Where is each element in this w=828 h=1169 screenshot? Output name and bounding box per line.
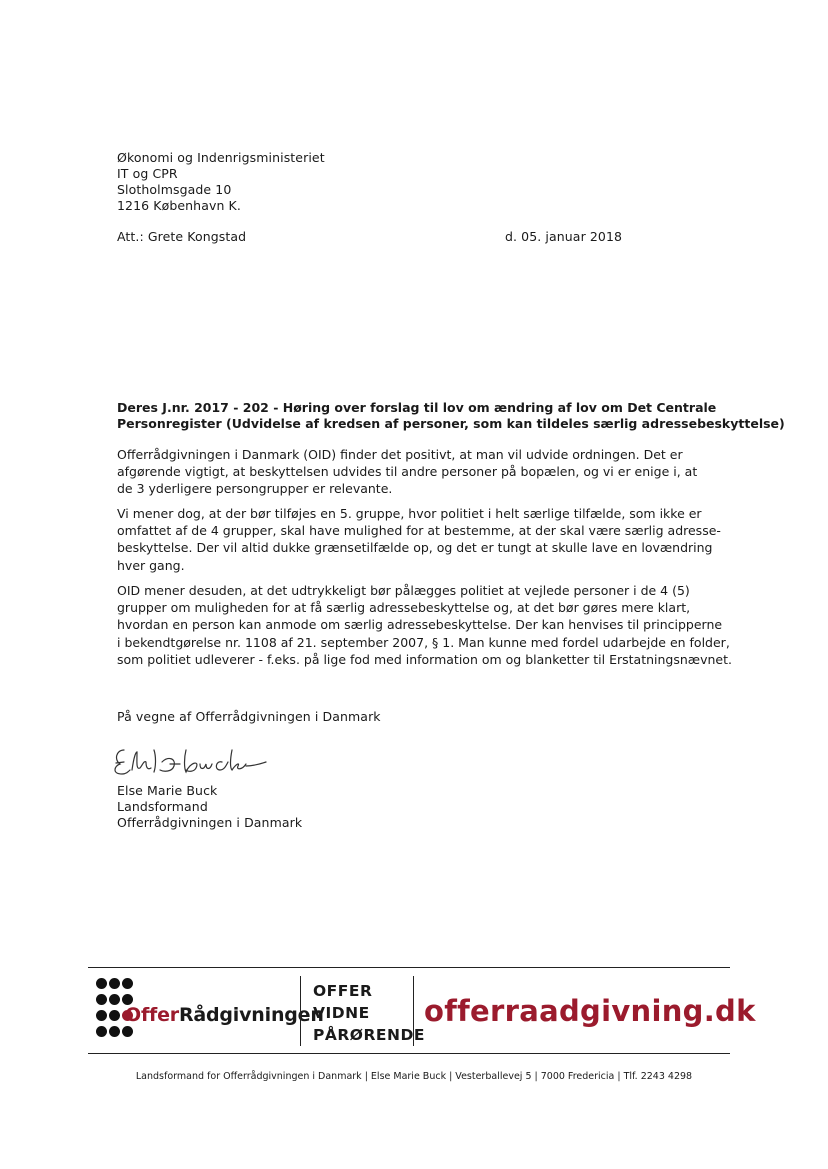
subject-heading [117,400,785,432]
body-paragraph-2 [117,505,737,574]
recipient-line: 1216 København K. [117,198,241,213]
recipient-line: IT og CPR [117,166,178,181]
paragraph-line: Offerrådgivningen i Danmark (OID) finder det positivt, at man vil udvide ordningen. Det er [117,447,683,462]
paragraph-line: afgørende vigtigt, at beskyttelsen udvides til andre personer på bopælen, og vi er enige i, at [117,464,698,480]
paragraph-line: omfattet af de 4 grupper, skal have mulighed for at bestemme, at der skal være særlig adresse- [117,523,721,539]
footer-contact-line: Landsformand for Offerrådgivningen i Danmark | Else Marie Buck | Vesterballevej 5 | 7000 Fredericia | Tlf. 2243 4298 [135,1071,693,1082]
logo-wordmark-suffix: Rådgivningen [178,1004,324,1026]
body-paragraph-3 [117,582,737,668]
closing-on-behalf: På vegne af Offerrådgivningen i Danmark [117,709,381,724]
recipient-line: Slotholmsgade 10 [117,182,232,197]
subject-line: Personregister (Udvidelse af kredsen af personer, som kan tildeles særlig adressebeskyttelse) [117,416,785,431]
tagline-line: OFFER [313,982,373,1000]
attention-line: Att.: Grete Kongstad [117,229,247,244]
website-link[interactable]: offerraadgivning.dk [424,994,756,1028]
logo-wordmark [125,1004,324,1026]
letter-date: d. 05. januar 2018 [505,229,623,244]
body-paragraph-1 [117,446,737,498]
tagline-line: VIDNE [313,1004,370,1022]
letterhead-divider [413,976,414,1046]
paragraph-line: grupper om muligheden for at få særlig adressebeskyttelse og, at det bør gøres mere klart, [117,600,691,616]
letterhead-tagline [313,980,425,1046]
subject-line: Deres J.nr. 2017 - 202 - Høring over forslag til lov om ændring af lov om Det Centrale [117,400,717,415]
paragraph-line: beskyttelse. Der vil altid dukke grænsetilfælde op, og det er tungt at skulle lave en lovændring [117,540,713,556]
paragraph-line: OID mener desuden, at det udtrykkeligt bør pålægges politiet at vejlede personer i de 4 (5) [117,583,690,598]
paragraph-line: i bekendtgørelse nr. 1108 af 21. september 2007, § 1. Man kunne med fordel udarbejde en folder, [117,634,730,650]
signatory-organization: Offerrådgivningen i Danmark [117,815,303,830]
letterhead-top-rule [88,967,730,968]
tagline-line: PÅRØRENDE [313,1026,425,1044]
paragraph-line: som politiet udleverer - f.eks. på lige fod med information om og blanketter til Erstatningsnævnet. [117,651,732,667]
signatory-name: Else Marie Buck [117,783,218,798]
handwritten-signature-icon [110,742,270,780]
letterhead-bottom-rule [88,1053,730,1054]
paragraph-line: Vi mener dog, at der bør tilføjes en 5. gruppe, hvor politiet i helt særlige tilfælde, som ikke er [117,506,702,521]
recipient-line: Økonomi og Indenrigsministeriet [117,150,325,165]
paragraph-line: de 3 yderligere persongrupper er relevante. [117,481,393,497]
letterhead-divider [300,976,301,1046]
signatory-title: Landsformand [117,799,208,814]
paragraph-line: hver gang. [117,557,185,573]
logo-wordmark-prefix: Offer [125,1004,179,1026]
paragraph-line: hvordan en person kan anmode om særlig adressebeskyttelse. Der kan henvises til principperne [117,617,723,633]
